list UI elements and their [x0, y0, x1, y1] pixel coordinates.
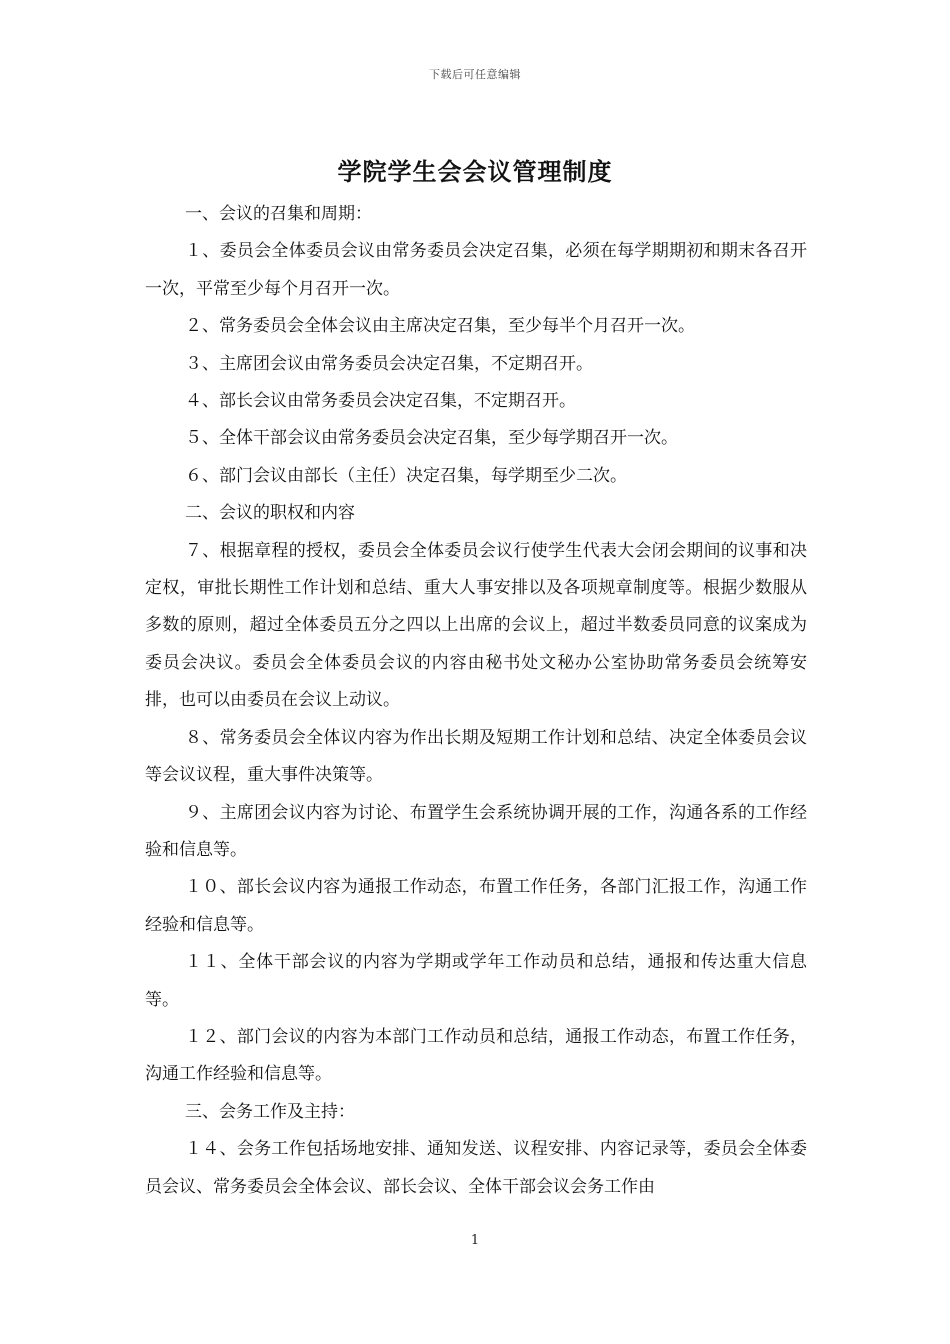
document-body: [145, 196, 807, 1206]
paragraph-2: ２、常务委员会全体会议由主席决定召集，至少每半个月召开一次。: [185, 316, 695, 337]
paragraph-12: １２、部门会议的内容为本部门工作动员和总结，通报工作动态，布置工作任务，沟通工作经验和信息等。: [145, 1026, 807, 1085]
paragraph-3: ３、主席团会议由常务委员会决定召集，不定期召开。: [185, 353, 593, 374]
section-heading-2: 二、会议的职权和内容: [185, 503, 355, 524]
page-number: 1: [470, 1233, 480, 1248]
section-heading-3: 三、会务工作及主持：: [185, 1101, 355, 1122]
paragraph-6: ６、部门会议由部长（主任）决定召集，每学期至少二次。: [185, 465, 627, 486]
paragraph-5: ５、全体干部会议由常务委员会决定召集，至少每学期召开一次。: [185, 428, 678, 449]
paragraph-14: １４、会务工作包括场地安排、通知发送、议程安排、内容记录等，委员会全体委员会议、常务委员会全体会议、部长会议、全体干部会议会务工作由: [145, 1139, 807, 1197]
paragraph-10: １０、部长会议内容为通报工作动态，布置工作任务，各部门汇报工作，沟通工作经验和信息等。: [145, 877, 807, 935]
document-title: 学院学生会会议管理制度: [337, 157, 613, 186]
section-heading-1: 一、会议的召集和周期：: [185, 204, 372, 224]
header-note: 下载后可任意编辑: [429, 68, 521, 81]
paragraph-11: １１、全体干部会议的内容为学期或学年工作动员和总结，通报和传达重大信息等。: [145, 952, 807, 1010]
paragraph-1: １、委员会全体委员会议由常务委员会决定召集，必须在每学期期初和期末各召开一次，平常至少每个月召开一次。: [145, 241, 807, 299]
paragraph-9: ９、主席团会议内容为讨论、布置学生会系统协调开展的工作，沟通各系的工作经验和信息等。: [145, 802, 807, 860]
paragraph-4: ４、部长会议由常务委员会决定召集，不定期召开。: [185, 391, 576, 412]
paragraph-8: ８、常务委员会全体议内容为作出长期及短期工作计划和总结、决定全体委员会议等会议议程，重大事件决策等。: [145, 727, 807, 786]
paragraph-7: ７、根据章程的授权，委员会全体委员会议行使学生代表大会闭会期间的议事和决定权，审批长期性工作计划和总结、重大人事安排以及各项规章制度等。根据少数服从多数的原则，超过全体委员五分之四以上出席的会议上，超过半数委员同意的议案成为委员会决议。委员会全体委员会议的内容由秘书处文秘办公室协助常务委员会统筹安排，也可以由委员在会议上动议。: [145, 540, 807, 711]
